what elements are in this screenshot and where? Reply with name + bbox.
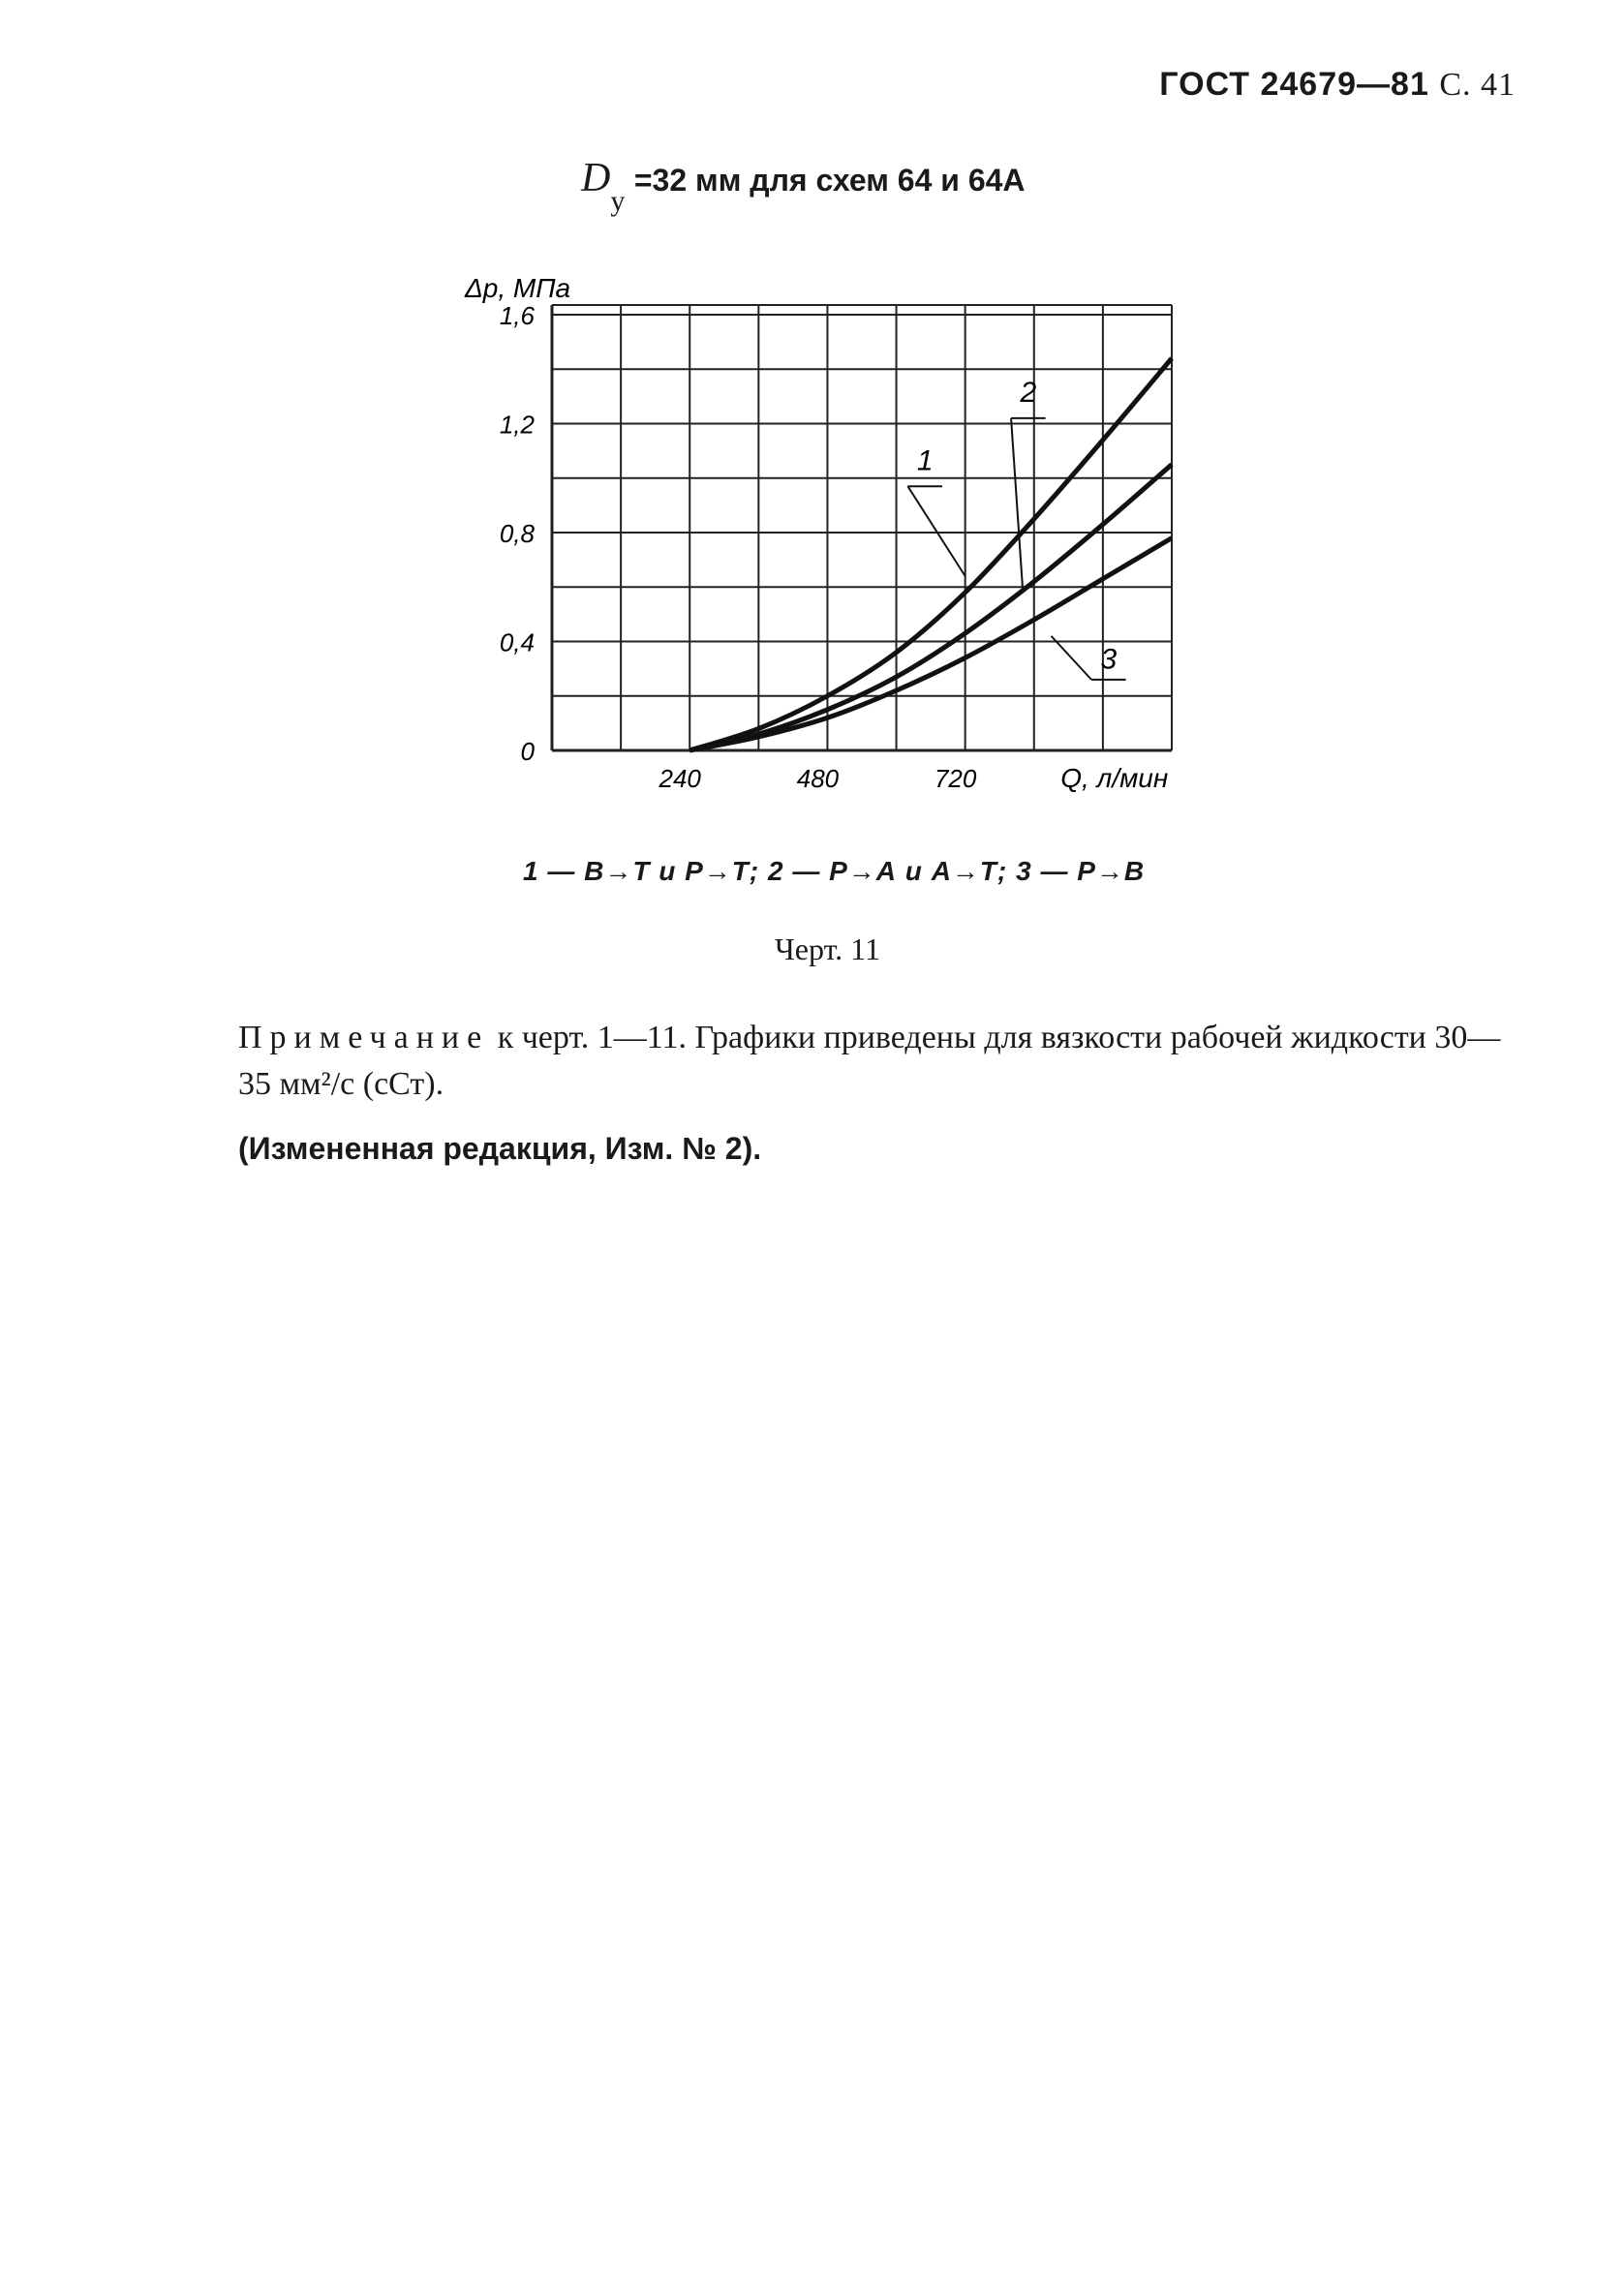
note-paragraph (238, 1015, 1517, 1108)
y-tick-label: 0,8 (499, 519, 535, 548)
series-line-2 (689, 465, 1172, 750)
chart-legend: 1 — В→Т и Р→Т; 2 — Р→А и А→Т; 3 — Р→В (523, 856, 1146, 886)
chart-title (581, 155, 1026, 217)
x-tick-label: 240 (659, 764, 701, 793)
y-axis-label: Δp, МПа (465, 273, 571, 303)
curve-label: 3 (1100, 643, 1118, 676)
title-subscript: у (610, 185, 626, 217)
x-axis-label: Q, л/мин (1060, 763, 1169, 793)
standard-number: ГОСТ 24679—81 (1159, 66, 1429, 103)
title-symbol: D (581, 156, 611, 200)
title-text: =32 мм для схем 64 и 64А (633, 163, 1026, 198)
x-tick-label: 720 (934, 764, 977, 793)
pressure-drop-chart (455, 271, 1191, 813)
note-text: к черт. 1—11. Графики приведены для вязкости рабочей жидкости 30—35 мм²/с (сСт). (238, 1020, 1501, 1102)
series-line-3 (689, 538, 1172, 750)
y-tick-label: 1,6 (499, 301, 535, 330)
page-number: С. 41 (1439, 67, 1516, 103)
curve-leader-line (1052, 636, 1091, 680)
revision-note: (Измененная редакция, Изм. № 2). (238, 1131, 762, 1166)
curve-leader-line (1011, 418, 1023, 587)
curve-label: 1 (916, 444, 934, 477)
curve-label: 2 (1020, 377, 1037, 409)
series-line-1 (689, 358, 1172, 750)
page-header (1159, 66, 1516, 104)
y-tick-label: 0 (520, 737, 535, 766)
y-tick-label: 0,4 (499, 627, 535, 657)
curve-leader-line (907, 486, 965, 576)
figure-caption: Черт. 11 (775, 931, 880, 966)
x-tick-label: 480 (796, 764, 840, 793)
y-tick-label: 1,2 (499, 410, 535, 440)
note-label: Примечание (238, 1020, 490, 1055)
